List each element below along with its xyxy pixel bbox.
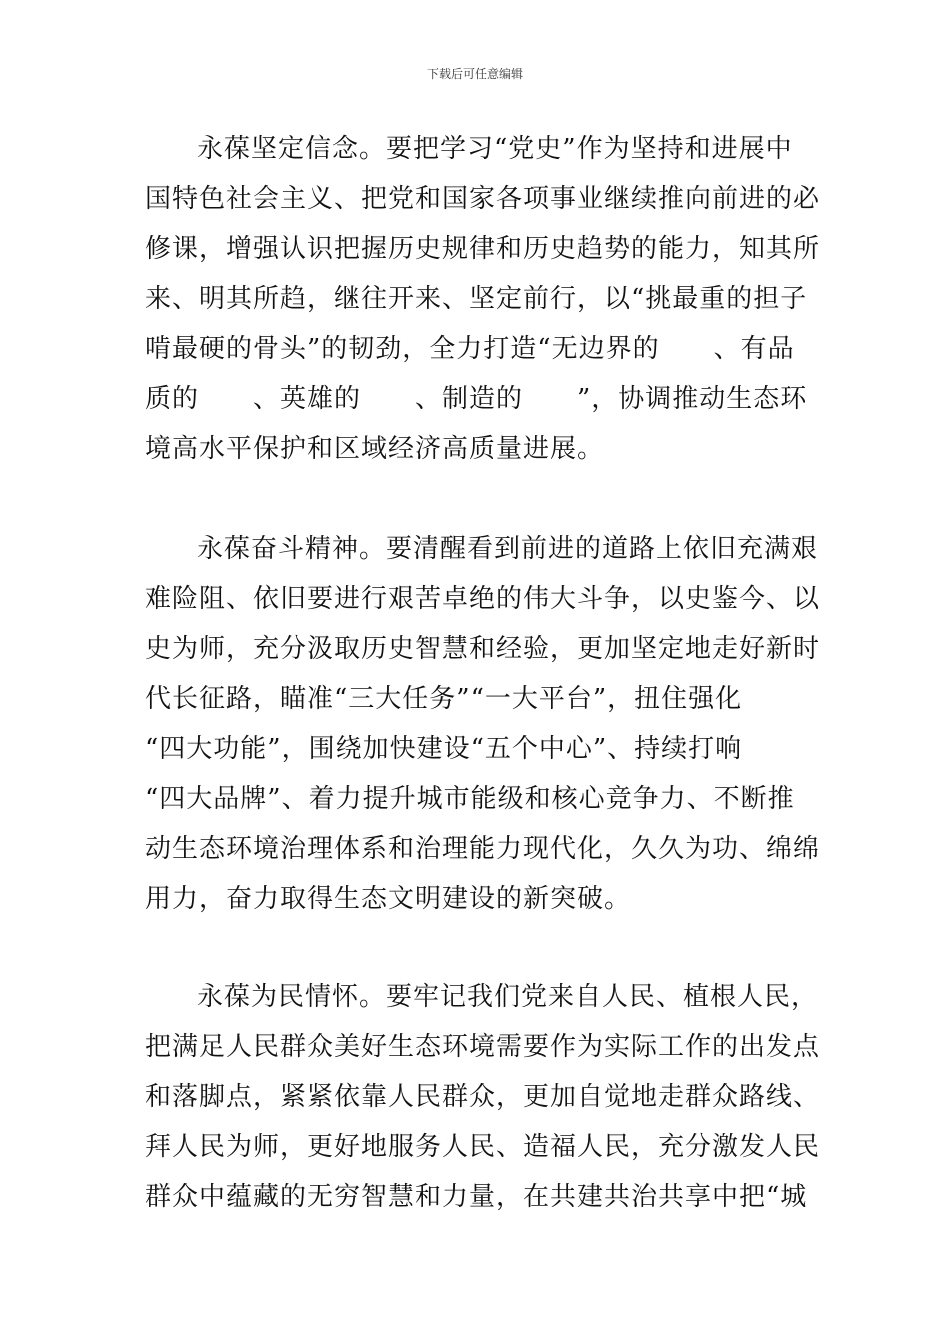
paragraph-line: 把满足人民群众美好生态环境需要作为实际工作的出发点 — [145, 1032, 821, 1062]
paragraph-line: 永葆奋斗精神。要清醒看到前进的道路上依旧充满艰 — [197, 534, 819, 564]
paragraph-line: 难险阻、依旧要进行艰苦卓绝的伟大斗争，以史鉴今、以 — [145, 584, 821, 614]
paragraph-struggle — [145, 524, 821, 924]
paragraph-line: 拜人民为师，更好地服务人民、造福人民，充分激发人民 — [145, 1132, 821, 1162]
paragraph-line: 来、明其所趋，继往开来、坚定前行，以“挑最重的担子 — [145, 284, 808, 314]
paragraph-line: “四大品牌”、着力提升城市能级和核心竞争力、不断推 — [145, 784, 795, 814]
paragraph-line: 国特色社会主义、把党和国家各项事业继续推向前进的必 — [145, 184, 821, 214]
paragraph-line: 代长征路，瞄准“三大任务”“一大平台”，扭住强化 — [145, 684, 743, 714]
paragraph-line: 和落脚点，紧紧依靠人民群众，更加自觉地走群众路线、 — [145, 1082, 821, 1112]
paragraph-line: 史为师，充分汲取历史智慧和经验，更加坚定地走好新时 — [145, 634, 821, 664]
paragraph-line: 修课，增强认识把握历史规律和历史趋势的能力，知其所 — [145, 234, 821, 264]
paragraph-line: 永葆坚定信念。要把学习“党史”作为坚持和进展中 — [197, 134, 793, 164]
paragraph-people — [145, 972, 821, 1222]
paragraph-line: 用力，奋力取得生态文明建设的新突破。 — [145, 884, 632, 914]
paragraph-line: 群众中蕴藏的无穷智慧和力量，在共建共治共享中把“城 — [145, 1182, 808, 1212]
paragraph-faith — [145, 124, 821, 474]
paragraph-line: 动生态环境治理体系和治理能力现代化，久久为功、绵绵 — [145, 834, 821, 864]
paragraph-line: 质的 、英雄的 、制造的 ”，协调推动生态环 — [145, 384, 808, 414]
paragraph-line: 境高水平保护和区域经济高质量进展。 — [145, 434, 605, 464]
paragraph-line: 啃最硬的骨头”的韧劲，全力打造“无边界的 、有品 — [145, 334, 795, 364]
paragraph-line: 永葆为民情怀。要牢记我们党来自人民、植根人民， — [197, 982, 819, 1012]
header-note: 下载后可任意编辑 — [426, 67, 523, 81]
paragraph-line: “四大功能”，围绕加快建设“五个中心”、持续打响 — [145, 734, 743, 764]
